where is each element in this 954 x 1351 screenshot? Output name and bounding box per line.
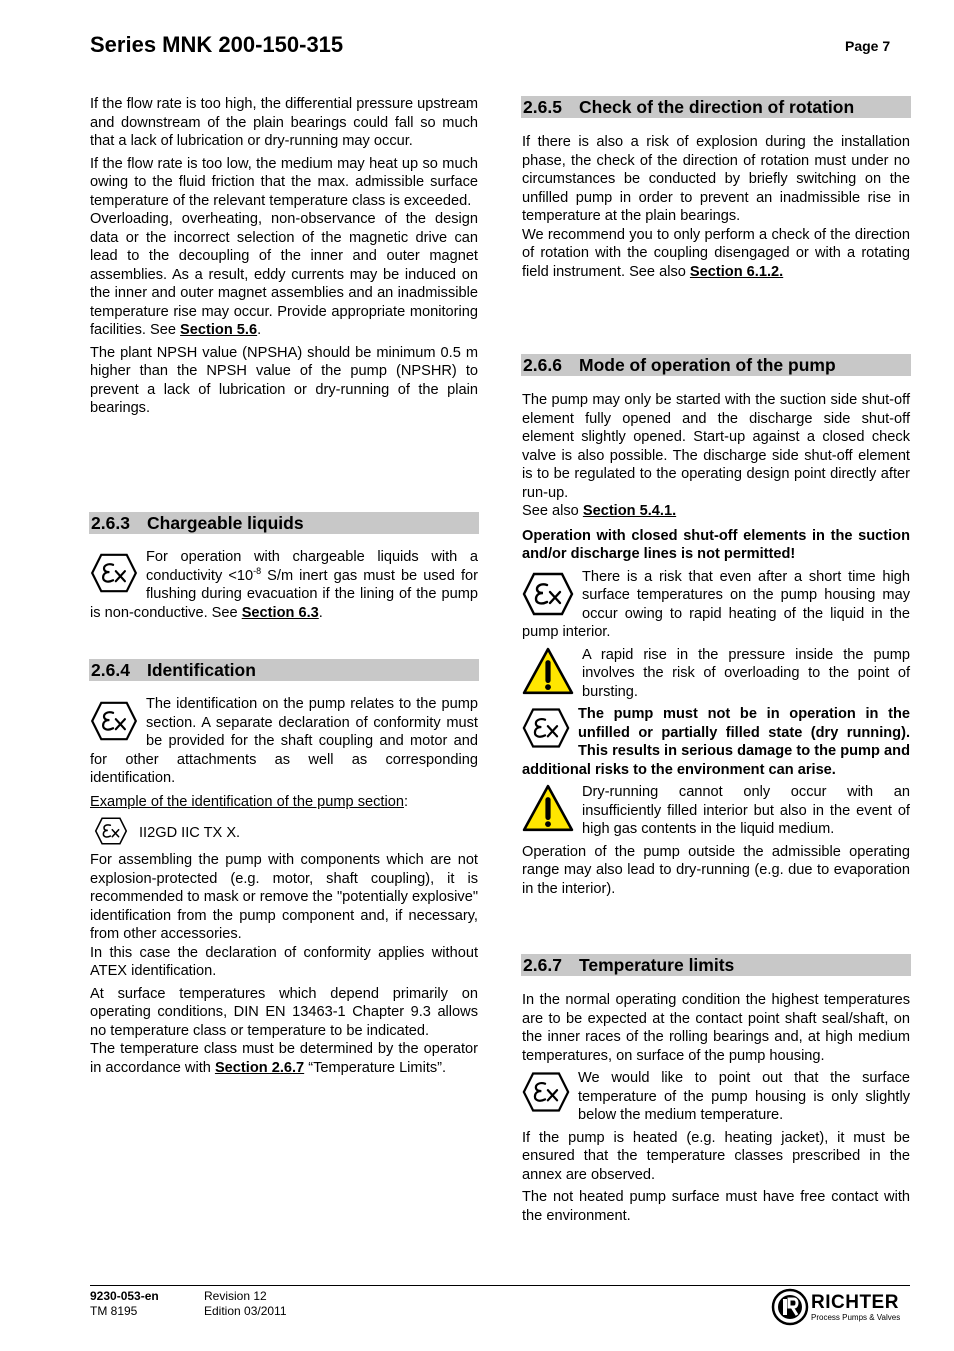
ex-protection-icon bbox=[522, 1071, 570, 1119]
paragraph: If the pump is heated (e.g. heating jacket), it must be ensured that the temperature classes prescribed in the annex are observed. bbox=[522, 1129, 910, 1183]
doc-number: 9230-053-en bbox=[90, 1289, 159, 1303]
paragraph: If the flow rate is too high, the differential pressure upstream and downstream of the plain bearings could fall so much that a lack of lubrication or dry-running may occur. bbox=[90, 96, 478, 149]
section-link[interactable]: Section 5.4.1. bbox=[582, 503, 677, 519]
paragraph: The pump may only be started with the suction side shut-off element fully opened and the discharge side shut-off element slightly opened. Start-up against a closed check valve is also possible. The discharge side shut-off element is to be regulated to the operating design point directly after run-up. bbox=[522, 392, 910, 501]
paragraph: For operation with chargeable liquids with a conductivity $<10^{-8}$ S/m inert gas must be used for flushing during evacuation if the lining of the pump is non-conductive. See Section 6.3. bbox=[90, 549, 478, 621]
section-2-6-3-body bbox=[90, 548, 478, 622]
footer-divider bbox=[90, 1285, 910, 1286]
paragraph: The pump must not be in operation in the unfilled or partially filled state (dry running). This results in serious damage to the pump and additional risks to the environment can arise. bbox=[522, 706, 910, 778]
left-intro bbox=[90, 95, 478, 418]
section-link[interactable]: Section 2.6.7 bbox=[214, 1059, 305, 1076]
brand-name: RICHTER bbox=[811, 1292, 899, 1313]
warning-icon bbox=[522, 784, 574, 838]
paragraph: At surface temperatures which depend primarily on operating conditions, DIN EN 13463-1 Chapter 9.3 allows no temperature class or temperature to be indicated. bbox=[90, 985, 478, 1039]
paragraph: Operation with closed shut-off elements in the suction and/or discharge lines is not permitted! bbox=[522, 527, 910, 562]
section-heading-2-6-3: 2.6.3 Chargeable liquids bbox=[89, 512, 479, 534]
section-2-6-6-body bbox=[522, 391, 910, 898]
page-number: Page 7 bbox=[845, 38, 891, 54]
paragraph: The temperature class must be determined by the operator in accordance with Section 2.6.7 “Temperature Limits”. bbox=[90, 1041, 478, 1076]
section-link[interactable]: Section 6.1.2. bbox=[689, 263, 784, 280]
ex-protection-icon bbox=[94, 817, 128, 851]
ex-protection-icon bbox=[90, 701, 138, 747]
page-title: Series MNK 200-150-315 bbox=[90, 32, 344, 57]
paragraph: In this case the declaration of conformity applies without ATEX identification. bbox=[90, 944, 478, 979]
edition: Edition 03/2011 bbox=[204, 1304, 287, 1318]
paragraph: Overloading, overheating, non-observance of the design data or the incorrect selection of the magnetic drive can lead to the decoupling of the inner and outer magnet assemblies. As a result, eddy currents may be induced on the inner and outer magnet assemblies and an inadmissible temperature rise may occur. Provide appropriate monitoring facilities. See Section 5.6. bbox=[90, 211, 478, 338]
paragraph: The not heated pump surface must have free contact with the environment. bbox=[522, 1189, 910, 1224]
identification-code: II2GD IIC TX X. bbox=[139, 825, 241, 841]
section-heading-2-6-5: 2.6.5 Check of the direction of rotation bbox=[521, 96, 911, 118]
section-heading-2-6-6: 2.6.6 Mode of operation of the pump bbox=[521, 354, 911, 376]
section-2-6-5-body bbox=[522, 133, 910, 281]
paragraph: The identification on the pump relates to the pump section. A separate declaration of conformity must be provided for the shaft coupling and motor and for other attachments as well as corresponding identification. bbox=[90, 696, 478, 786]
brand-tagline: Process Pumps & Valves bbox=[811, 1313, 901, 1322]
paragraph: A rapid rise in the pressure inside the pump involves the risk of overloading to the point of bursting. bbox=[522, 646, 910, 702]
paragraph: If there is also a risk of explosion during the installation phase, the check of the direction of rotation must under no circumstances be conducted by briefly switching on the unfilled pump in order to prevent an inadmissible rise in temperature at the plain bearings. bbox=[522, 134, 910, 224]
section-heading-2-6-4: 2.6.4 Identification bbox=[89, 659, 479, 681]
richter-logo bbox=[771, 1288, 911, 1328]
ex-protection-icon bbox=[522, 707, 570, 755]
paragraph: We recommend you to only perform a check of the direction of rotation with the coupling disengaged or with a rotating field instrument. See also Section 6.1.2. bbox=[522, 226, 910, 280]
paragraph: In the normal operating condition the highest temperatures are to be expected at the contact point shaft seal/shaft, on the inner races of the rolling bearings and, at high medium temperatures, on surface of the pump housing. bbox=[522, 992, 910, 1064]
paragraph: We would like to point out that the surface temperature of the pump housing is only slightly below the medium temperature. bbox=[522, 1069, 910, 1125]
paragraph: See also Section 5.4.1. bbox=[522, 503, 677, 519]
paragraph: Example of the identification of the pump section: bbox=[90, 793, 409, 810]
revision: Revision 12 bbox=[204, 1289, 267, 1303]
section-2-6-7-body bbox=[522, 991, 910, 1225]
ex-protection-icon bbox=[522, 572, 574, 622]
section-heading-2-6-7: 2.6.7 Temperature limits bbox=[521, 954, 911, 976]
ex-protection-icon bbox=[90, 553, 138, 599]
paragraph: For assembling the pump with components which are not explosion-protected (e.g. motor, shaft coupling), it is recommended to mask or remove the "potentially explosive" identification from the pump component and, if necessary, from other accessories. bbox=[90, 852, 478, 942]
section-link[interactable]: Section 6.3 bbox=[241, 604, 319, 621]
paragraph: There is a risk that even after a short time high surface temperatures on the pump housing may occur owing to rapid heating of the liquid in the pump interior. bbox=[522, 568, 910, 640]
identification-example bbox=[90, 817, 478, 847]
paragraph: Operation of the pump outside the admissible operating range may also lead to dry-running (e.g. due to evaporation in the interior). bbox=[522, 843, 910, 897]
warning-icon bbox=[522, 647, 574, 701]
richter-logo-icon bbox=[771, 1288, 809, 1326]
section-link[interactable]: Section 5.6 bbox=[180, 322, 258, 338]
section-2-6-4-body bbox=[90, 695, 478, 1077]
paragraph: Dry-running cannot only occur with an insufficiently filled interior but also in the event of high gas contents in the liquid medium. bbox=[522, 783, 910, 839]
paragraph: If the flow rate is too low, the medium may heat up so much owing to the fluid friction that the max. admissible surface temperature of the relevant temperature class is exceeded. bbox=[90, 155, 478, 209]
tm-number: TM 8195 bbox=[90, 1304, 138, 1318]
paragraph: The plant NPSH value (NPSHA) should be minimum 0.5 m higher than the NPSH value of the pump (NPSHR) to prevent a lack of lubrication or dry-running of the plain bearings. bbox=[90, 344, 478, 416]
